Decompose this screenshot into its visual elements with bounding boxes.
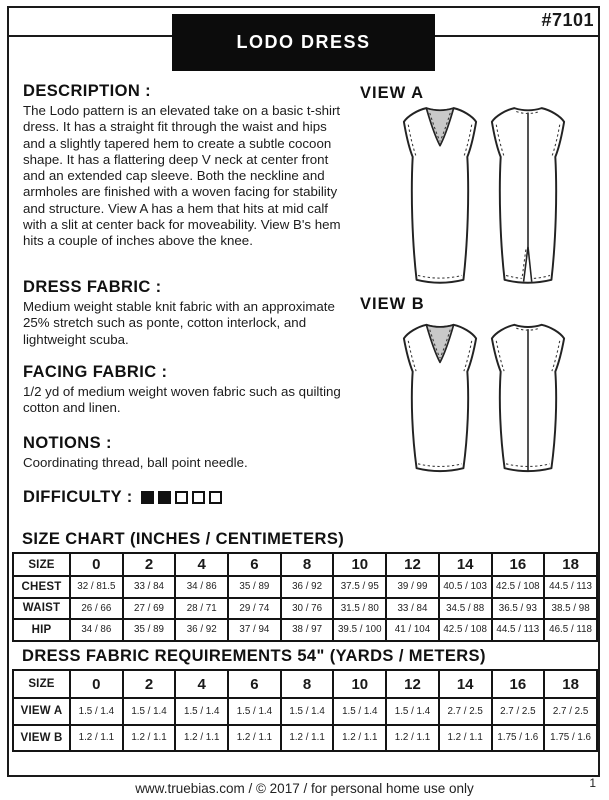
table-cell: 1.2 / 1.1 — [281, 725, 334, 752]
section-facing-fabric — [23, 363, 351, 417]
table-header-cell: 0 — [70, 553, 123, 576]
table-header-cell: 18 — [544, 670, 597, 698]
view-b-back-illustration — [488, 316, 568, 476]
table-header-cell: 6 — [228, 670, 281, 698]
row-label-cell: VIEW A — [13, 698, 70, 725]
table-header-cell: 8 — [281, 670, 334, 698]
table-cell: 1.5 / 1.4 — [228, 698, 281, 725]
fabric-requirements-table — [12, 669, 598, 752]
table-cell: 29 / 74 — [228, 598, 281, 620]
table-header-cell: 12 — [386, 670, 439, 698]
table-header-row — [13, 553, 597, 576]
table-header-cell: 6 — [228, 553, 281, 576]
difficulty-heading: DIFFICULTY : — [23, 488, 133, 506]
table-row — [13, 725, 597, 752]
footer-text: www.truebias.com / © 2017 / for personal home use only — [135, 781, 474, 796]
difficulty-square-empty — [175, 491, 188, 504]
table-header-cell: 16 — [492, 670, 545, 698]
table-cell: 34 / 86 — [175, 576, 228, 598]
table-header-cell: 8 — [281, 553, 334, 576]
table-cell: 1.5 / 1.4 — [333, 698, 386, 725]
table-cell: 1.75 / 1.6 — [492, 725, 545, 752]
table-cell: 1.2 / 1.1 — [123, 725, 176, 752]
difficulty-square-empty — [209, 491, 222, 504]
table-cell: 46.5 / 118 — [544, 619, 597, 641]
description-body: The Lodo pattern is an elevated take on a basic t-shirt dress. It has a straight fit through the waist and hips and a slightly tapered hem to create a subtle cocoon shape. It has a flattering deep V neck at center front and an extended cap sleeve. Both the neckline and armholes are finished with a woven facing for stability and structure. View A has a hem that hits at mid calf with a slit at center back for moveability. View B's hem hits a couple of inches above the knee. — [23, 103, 341, 249]
table-cell: 36 / 92 — [281, 576, 334, 598]
table-cell: 1.2 / 1.1 — [175, 725, 228, 752]
table-cell: 35 / 89 — [228, 576, 281, 598]
difficulty-square-filled — [158, 491, 171, 504]
table-cell: 27 / 69 — [123, 598, 176, 620]
table-cell: 38 / 97 — [281, 619, 334, 641]
table-header-cell: SIZE — [13, 670, 70, 698]
view-a-front-illustration — [400, 99, 480, 287]
table-header-cell: 12 — [386, 553, 439, 576]
difficulty-square-empty — [192, 491, 205, 504]
view-a-label: VIEW A — [360, 84, 425, 102]
table-header-cell: 4 — [175, 670, 228, 698]
notions-heading: NOTIONS : — [23, 434, 112, 452]
table-header-cell: 10 — [333, 670, 386, 698]
table-cell: 1.5 / 1.4 — [386, 698, 439, 725]
table-cell: 1.2 / 1.1 — [70, 725, 123, 752]
fabric-requirements-section — [12, 647, 598, 752]
table-cell: 35 / 89 — [123, 619, 176, 641]
row-label-cell: HIP — [13, 619, 70, 641]
table-cell: 39 / 99 — [386, 576, 439, 598]
table-cell: 31.5 / 80 — [333, 598, 386, 620]
pattern-number: #7101 — [541, 10, 594, 30]
table-cell: 44.5 / 113 — [544, 576, 597, 598]
table-cell: 1.2 / 1.1 — [333, 725, 386, 752]
table-cell: 42.5 / 108 — [439, 619, 492, 641]
table-cell: 33 / 84 — [386, 598, 439, 620]
table-cell: 32 / 81.5 — [70, 576, 123, 598]
table-cell: 1.5 / 1.4 — [175, 698, 228, 725]
page-number: 1 — [589, 776, 596, 790]
description-heading: DESCRIPTION : — [23, 82, 152, 100]
notions-body: Coordinating thread, ball point needle. — [23, 455, 248, 470]
difficulty-rating — [141, 491, 226, 504]
size-chart-heading: SIZE CHART (INCHES / CENTIMETERS) — [22, 530, 345, 548]
table-cell: 1.2 / 1.1 — [439, 725, 492, 752]
row-label-cell: VIEW B — [13, 725, 70, 752]
table-cell: 41 / 104 — [386, 619, 439, 641]
section-description — [23, 82, 351, 250]
row-label-cell: CHEST — [13, 576, 70, 598]
table-row — [13, 619, 597, 641]
table-cell: 1.2 / 1.1 — [228, 725, 281, 752]
table-row — [13, 598, 597, 620]
table-header-cell: 14 — [439, 553, 492, 576]
table-cell: 1.75 / 1.6 — [544, 725, 597, 752]
fabric-requirements-heading: DRESS FABRIC REQUIREMENTS 54" (YARDS / METERS) — [22, 647, 486, 665]
table-header-cell: 2 — [123, 553, 176, 576]
title-box — [172, 14, 435, 71]
table-row — [13, 698, 597, 725]
table-cell: 42.5 / 108 — [492, 576, 545, 598]
table-cell: 34.5 / 88 — [439, 598, 492, 620]
facing-fabric-heading: FACING FABRIC : — [23, 363, 168, 381]
size-chart-section — [12, 530, 598, 642]
facing-fabric-body: 1/2 yd of medium weight woven fabric such as quilting cotton and linen. — [23, 384, 341, 416]
table-cell: 2.7 / 2.5 — [492, 698, 545, 725]
view-b-front-illustration — [400, 316, 480, 476]
table-cell: 1.5 / 1.4 — [123, 698, 176, 725]
section-dress-fabric — [23, 278, 351, 348]
table-cell: 36 / 92 — [175, 619, 228, 641]
view-a-back-illustration — [488, 99, 568, 287]
table-header-cell: 16 — [492, 553, 545, 576]
table-cell: 33 / 84 — [123, 576, 176, 598]
table-cell: 37.5 / 95 — [333, 576, 386, 598]
section-notions — [23, 434, 351, 471]
view-b-label: VIEW B — [360, 295, 425, 313]
table-cell: 37 / 94 — [228, 619, 281, 641]
table-cell: 26 / 66 — [70, 598, 123, 620]
table-cell: 2.7 / 2.5 — [544, 698, 597, 725]
table-header-cell: 18 — [544, 553, 597, 576]
table-cell: 1.2 / 1.1 — [386, 725, 439, 752]
table-header-cell: 4 — [175, 553, 228, 576]
row-label-cell: WAIST — [13, 598, 70, 620]
size-chart-table — [12, 552, 598, 642]
table-cell: 34 / 86 — [70, 619, 123, 641]
table-cell: 38.5 / 98 — [544, 598, 597, 620]
difficulty-square-filled — [141, 491, 154, 504]
section-difficulty — [23, 488, 351, 507]
table-cell: 28 / 71 — [175, 598, 228, 620]
table-header-cell: SIZE — [13, 553, 70, 576]
dress-fabric-body: Medium weight stable knit fabric with an approximate 25% stretch such as ponte, cotton interlock, and lightweight scuba. — [23, 299, 335, 347]
table-cell: 40.5 / 103 — [439, 576, 492, 598]
table-row — [13, 576, 597, 598]
table-cell: 36.5 / 93 — [492, 598, 545, 620]
table-cell: 30 / 76 — [281, 598, 334, 620]
table-cell: 1.5 / 1.4 — [70, 698, 123, 725]
table-header-row — [13, 670, 597, 698]
table-header-cell: 14 — [439, 670, 492, 698]
table-header-cell: 2 — [123, 670, 176, 698]
table-cell: 44.5 / 113 — [492, 619, 545, 641]
table-header-cell: 10 — [333, 553, 386, 576]
dress-fabric-heading: DRESS FABRIC : — [23, 278, 162, 296]
page-title: LODO DRESS — [236, 32, 371, 52]
table-cell: 1.5 / 1.4 — [281, 698, 334, 725]
table-cell: 39.5 / 100 — [333, 619, 386, 641]
table-header-cell: 0 — [70, 670, 123, 698]
table-cell: 2.7 / 2.5 — [439, 698, 492, 725]
